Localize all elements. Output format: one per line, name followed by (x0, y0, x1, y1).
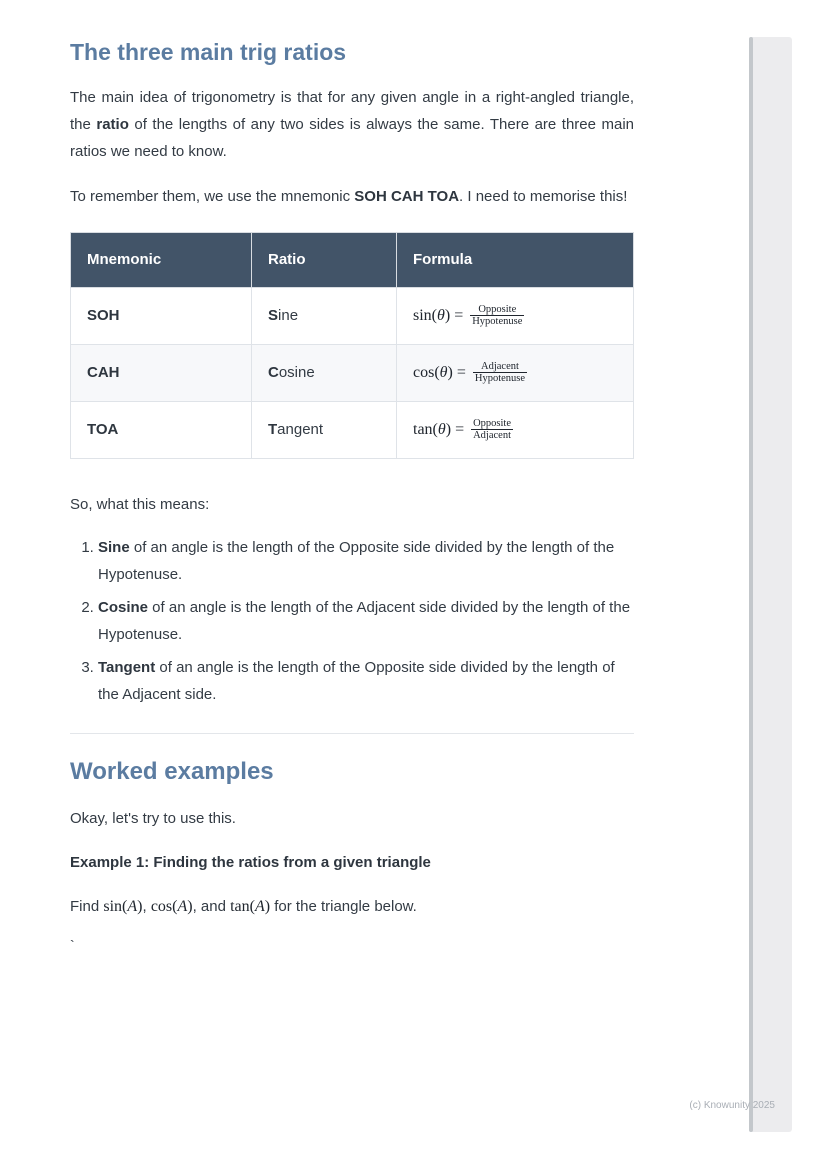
text-run: of an angle is the length of the Opposite side divided by the length of the Hypotenuse. (98, 539, 615, 583)
fraction-denominator: Hypotenuse (472, 316, 523, 327)
meaning-intro: So, what this means: (70, 496, 210, 513)
text-run: Find (70, 898, 104, 915)
function-name: tan (413, 420, 433, 438)
fraction (471, 418, 513, 442)
text-run: ) (137, 898, 143, 915)
text-run: ) (187, 898, 193, 915)
trig-ratios-table (70, 232, 634, 459)
bold-run: Cosine (98, 599, 149, 616)
fraction-denominator: Adjacent (471, 429, 513, 442)
text-run: ) (264, 898, 271, 915)
text-run: ) = (445, 420, 469, 438)
text-run: ine (278, 307, 299, 324)
theta-symbol: θ (437, 420, 446, 438)
table-row-toa (71, 402, 634, 459)
mnemonic-paragraph (70, 183, 634, 210)
angle-variable: A (127, 898, 138, 915)
examples-intro: Okay, let's try to use this. (70, 810, 236, 827)
formula-expression (413, 307, 467, 324)
bold-run: T (268, 421, 278, 438)
bold-run: ratio (96, 116, 129, 133)
stray-backtick: ` (70, 937, 75, 953)
list-item-tangent (98, 654, 634, 708)
formula-expression (413, 364, 470, 381)
text-run: for the triangle below. (270, 898, 417, 915)
function-name: cos( (150, 898, 178, 915)
text-run: of an angle is the length of the Opposite side divided by the length of the Adjacent side. (98, 659, 615, 703)
fraction-numerator: Opposite (473, 418, 512, 429)
section-divider (70, 733, 634, 734)
text-run: The main idea of trigonometry is that for any given angle in a right-angled triangle, the (70, 89, 634, 133)
formula-cell (397, 402, 634, 459)
text-run: ) = (447, 363, 470, 381)
formula-cell (397, 288, 634, 345)
section-title-trig-ratios: The three main trig ratios (70, 39, 347, 65)
text-run: , and (192, 898, 231, 915)
copyright-notice: (c) Knowunity 2025 (689, 1100, 775, 1111)
text-run: of an angle is the length of the Adjacent side divided by the length of the Hypotenuse. (98, 599, 631, 643)
function-name: tan( (230, 898, 255, 915)
meaning-list (70, 534, 634, 708)
ratio-cell (252, 345, 397, 402)
column-header-formula: Formula (397, 233, 634, 288)
fraction-numerator: Adjacent (481, 361, 519, 372)
intro-paragraph (70, 84, 634, 165)
fraction (473, 361, 527, 385)
ratio-cell (252, 288, 397, 345)
text-run: , (142, 898, 151, 915)
find-instruction (70, 893, 634, 920)
text-run: To remember them, we use the mnemonic (70, 188, 355, 205)
theta-symbol: θ (437, 306, 445, 324)
function-name: sin( (103, 898, 128, 915)
theta-symbol: θ (439, 363, 448, 381)
text-run: ( (434, 363, 440, 381)
mnemonic-cell: CAH (71, 345, 252, 402)
bold-run: Sine (98, 539, 130, 556)
table-header-row (71, 233, 634, 288)
table-row-cah (71, 345, 634, 402)
page-content (70, 0, 634, 959)
formula-cell (397, 345, 634, 402)
function-name: sin (413, 306, 432, 324)
text-run: . I need to memorise this! (459, 188, 628, 205)
angle-variable: A (254, 898, 265, 915)
fraction-numerator: Opposite (478, 304, 517, 315)
bold-run: SOH CAH TOA (354, 188, 460, 205)
text-run: ( (432, 420, 438, 438)
function-name: cos (413, 363, 435, 381)
example-heading: Example 1: Finding the ratios from a given triangle (70, 854, 431, 871)
scrollbar-thumb[interactable] (749, 37, 753, 1132)
angle-variable: A (177, 898, 188, 915)
bold-run: S (268, 307, 279, 324)
mnemonic-cell: TOA (71, 402, 252, 459)
text-run: angent (277, 421, 324, 438)
text-run: of the lengths of any two sides is always the same. There are three main ratios we need to know. (70, 116, 634, 160)
formula-expression (413, 421, 468, 438)
text-run: ) = (444, 306, 468, 324)
bold-run: Tangent (98, 659, 156, 676)
column-header-ratio: Ratio (252, 233, 397, 288)
scrollbar-track[interactable] (749, 37, 792, 1132)
table-row-soh (71, 288, 634, 345)
fraction-denominator: Hypotenuse (474, 373, 526, 384)
text-run: osine (278, 364, 315, 381)
ratio-cell (252, 402, 397, 459)
section-title-worked-examples: Worked examples (70, 758, 274, 785)
column-header-mnemonic: Mnemonic (71, 233, 252, 288)
text-run: ( (431, 306, 437, 324)
fraction (470, 304, 524, 328)
list-item-cosine (98, 594, 634, 648)
mnemonic-cell: SOH (71, 288, 252, 345)
bold-run: C (268, 364, 279, 381)
list-item-sine (98, 534, 634, 588)
